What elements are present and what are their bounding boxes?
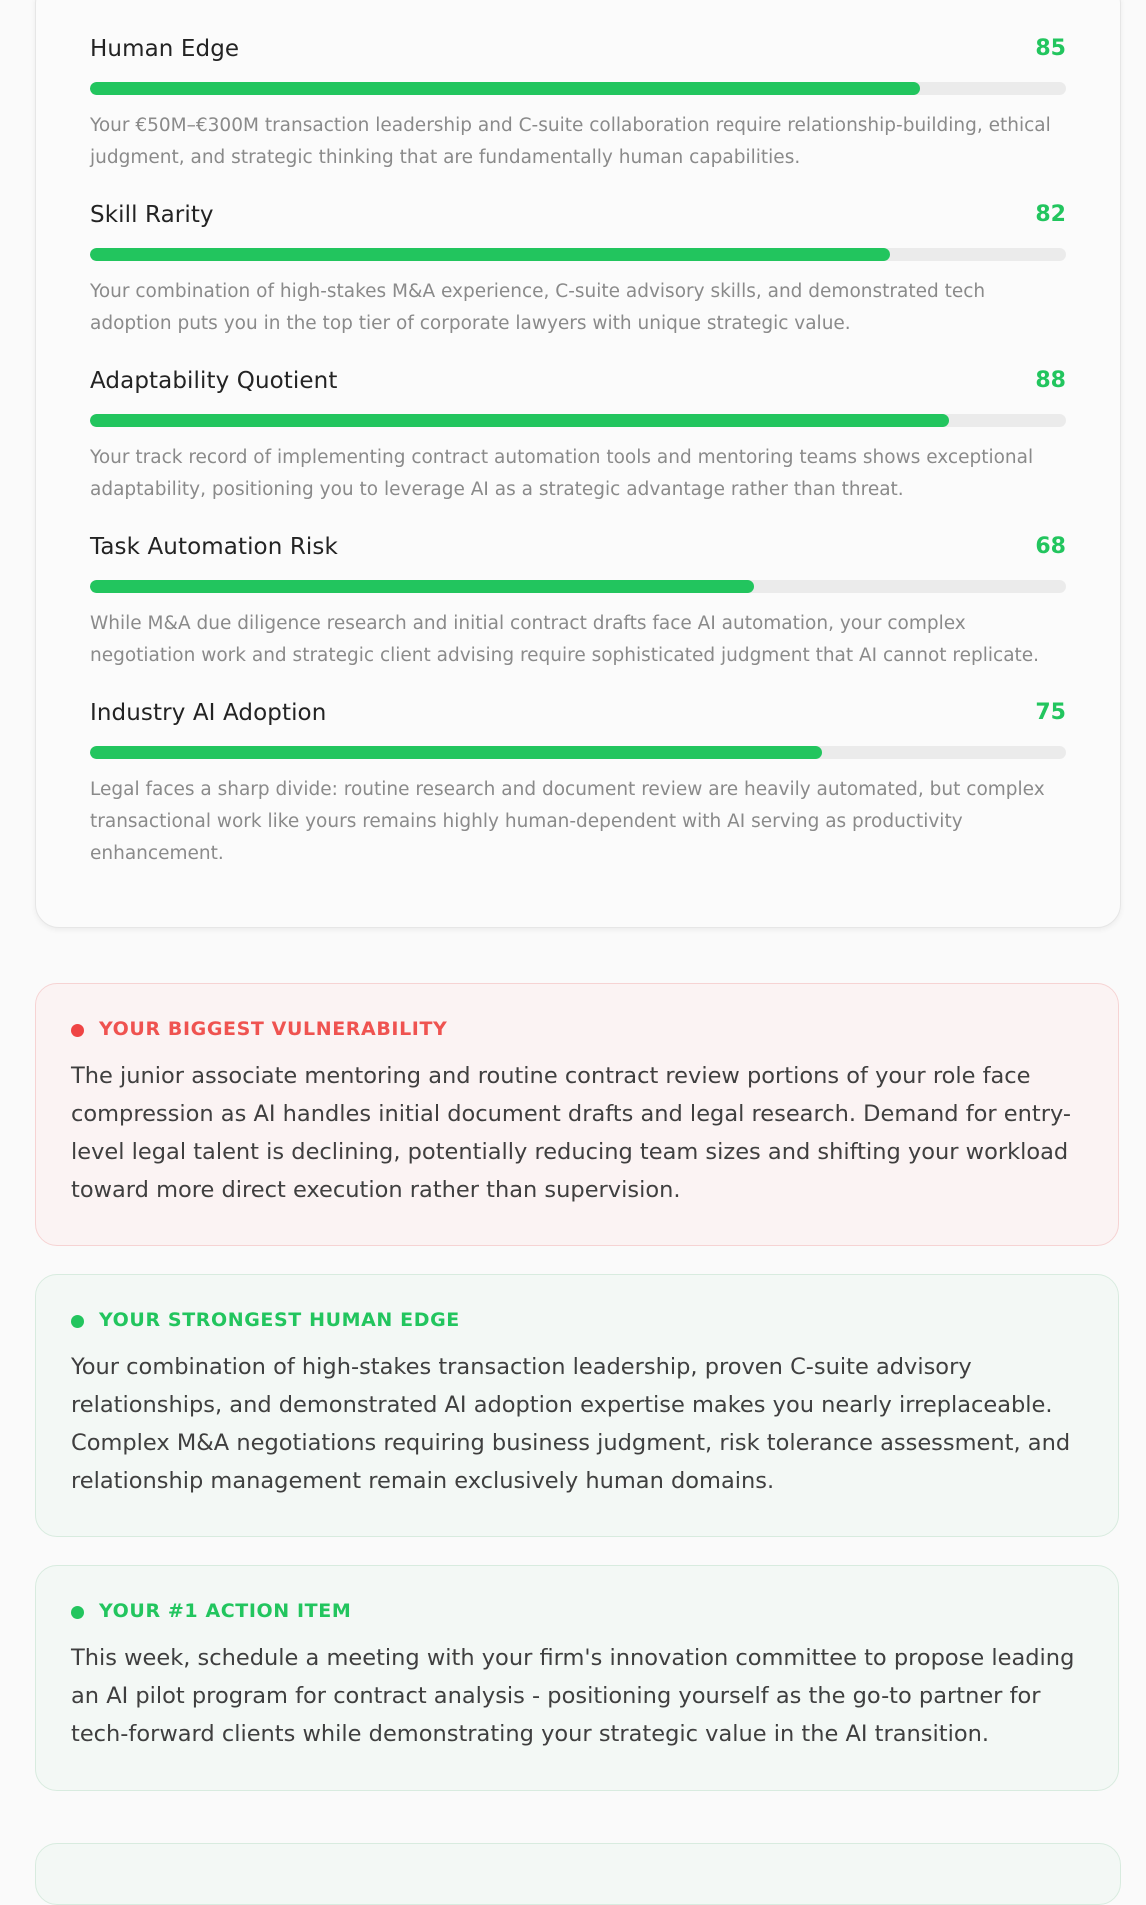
progress-track	[90, 580, 1066, 593]
metric-score: 75	[1035, 700, 1066, 725]
action-item-text: This week, schedule a meeting with your firm's innovation committee to propose leading an AI pilot program for contract analysis - positioning yourself as the go-to partner for tech-forward clients while demonstrating your strategic value in the AI transition.	[71, 1645, 1075, 1747]
metric-score: 88	[1035, 368, 1066, 393]
vulnerability-card	[35, 983, 1119, 1246]
progress-track	[90, 414, 1066, 427]
progress-fill	[90, 414, 949, 427]
metric-description: While M&A due diligence research and initial contract drafts face AI automation, your complex negotiation work and strategic client advising require sophisticated judgment that AI cannot replicate.	[90, 613, 1040, 666]
metric-description: Legal faces a sharp divide: routine research and document review are heavily automated, but complex transactional work like yours remains highly human-dependent with AI serving as productivity enhancement.	[90, 779, 1045, 864]
metric-score: 68	[1035, 534, 1066, 559]
metric-description: Your €50M–€300M transaction leadership and C-suite collaboration require relationship-building, ethical judgment, and strategic thinking that are fundamentally human capabilities.	[90, 115, 1051, 168]
green-dot-icon	[71, 1606, 84, 1619]
metric-name: Human Edge	[90, 36, 240, 62]
metric-description: Your track record of implementing contract automation tools and mentoring teams shows exceptional adaptability, positioning you to leverage AI as a strategic advantage rather than threat.	[90, 447, 1034, 500]
progress-track	[90, 746, 1066, 759]
progress-track	[90, 82, 1066, 95]
progress-track	[90, 248, 1066, 261]
metric-name: Task Automation Risk	[90, 534, 338, 560]
strongest-edge-label-text: YOUR STRONGEST HUMAN EDGE	[99, 1309, 460, 1331]
metric-skill-rarity	[90, 202, 1066, 334]
metrics-card	[35, 0, 1121, 928]
green-dot-icon	[71, 1315, 84, 1328]
metric-task-automation-risk	[90, 534, 1066, 666]
metric-name: Industry AI Adoption	[90, 700, 327, 726]
vulnerability-label-text: YOUR BIGGEST VULNERABILITY	[99, 1018, 448, 1040]
metric-name: Adaptability Quotient	[90, 368, 338, 394]
progress-fill	[90, 580, 754, 593]
vulnerability-label	[71, 1018, 1083, 1046]
action-item-label	[71, 1600, 1083, 1628]
metric-score: 85	[1035, 36, 1066, 61]
metric-industry-ai-adoption	[90, 700, 1066, 864]
metric-score: 82	[1035, 202, 1066, 227]
action-item-card	[35, 1565, 1119, 1791]
red-dot-icon	[71, 1024, 84, 1037]
metric-human-edge	[90, 36, 1066, 168]
vulnerability-text: The junior associate mentoring and routine contract review portions of your role face compression as AI handles initial document drafts and legal research. Demand for entry-level legal talent is declining, potentially reducing team sizes and shifting your workload toward more direct execution rather than supervision.	[71, 1063, 1072, 1203]
strongest-edge-text: Your combination of high-stakes transaction leadership, proven C-suite advisory relationships, and demonstrated AI adoption expertise makes you nearly irreplaceable. Complex M&A negotiations requiring business judgment, risk tolerance assessment, and relationship management remain exclusively human domains.	[71, 1354, 1071, 1494]
metric-adaptability-quotient	[90, 368, 1066, 500]
strongest-edge-card	[35, 1274, 1119, 1537]
metric-name: Skill Rarity	[90, 202, 214, 228]
progress-fill	[90, 746, 822, 759]
metric-description: Your combination of high-stakes M&A experience, C-suite advisory skills, and demonstrated tech adoption puts you in the top tier of corporate lawyers with unique strategic value.	[90, 281, 986, 334]
progress-fill	[90, 248, 890, 261]
strongest-edge-label	[71, 1309, 1083, 1337]
next-card-partial	[35, 1843, 1121, 1905]
progress-fill	[90, 82, 920, 95]
action-item-label-text: YOUR #1 ACTION ITEM	[99, 1600, 352, 1622]
